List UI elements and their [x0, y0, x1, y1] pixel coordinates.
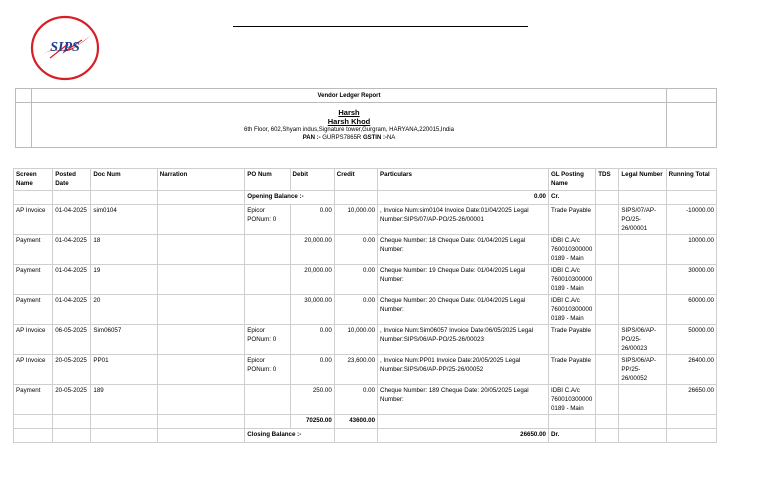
cell-posted-date: 01-04-2025: [53, 265, 91, 295]
cell-doc-num: PP01: [91, 355, 157, 385]
table-row: [14, 235, 717, 265]
col-narration: Narration: [157, 169, 244, 191]
cell-gl-posting-name: IDBI C.A/c 760010300000 0189 - Main: [548, 385, 595, 415]
cell-particulars: Cheque Number: 20 Cheque Date: 01/04/2025 Legal Number:: [378, 295, 549, 325]
cell-po-num: Epicor PONum: 0: [245, 205, 290, 235]
cell-debit: 20,000.00: [290, 235, 334, 265]
cell-posted-date: 01-04-2025: [53, 235, 91, 265]
cell-narration: [157, 385, 244, 415]
report-title: Vendor Ledger Report: [32, 89, 667, 103]
cell-screen-name: Payment: [14, 385, 53, 415]
closing-amount: 26650.00: [378, 429, 549, 443]
cell-running-total: -10000.00: [666, 205, 716, 235]
cell-narration: [157, 355, 244, 385]
cell-doc-num: 19: [91, 265, 157, 295]
cell-credit: 0.00: [334, 385, 377, 415]
cell-debit: 0.00: [290, 355, 334, 385]
col-legal-number: Legal Number: [619, 169, 666, 191]
cell-tds: [596, 205, 619, 235]
cell-doc-num: 189: [91, 385, 157, 415]
col-po-num: PO Num: [245, 169, 290, 191]
vendor-subname: Harsh Khod: [327, 117, 371, 126]
cell-gl-posting-name: Trade Payable: [548, 205, 595, 235]
top-divider: [233, 26, 528, 27]
col-debit: Debit: [290, 169, 334, 191]
cell-debit: 250.00: [290, 385, 334, 415]
cell-gl-posting-name: IDBI C.A/c 760010300000 0189 - Main: [548, 295, 595, 325]
cell-running-total: 26650.00: [666, 385, 716, 415]
pan-value: GURPS7865R: [322, 135, 362, 141]
table-row: [14, 355, 717, 385]
cell-po-num: [245, 385, 290, 415]
cell-screen-name: AP Invoice: [14, 205, 53, 235]
cell-tds: [596, 325, 619, 355]
col-particulars: Particulars: [378, 169, 549, 191]
logo-text: SIPS: [50, 40, 80, 55]
cell-particulars: , Invoice Num:Sim06057 Invoice Date:06/05/2025 Legal Number:SIPS/06/AP-PO/25-26/00023: [378, 325, 549, 355]
cell-credit: 0.00: [334, 265, 377, 295]
vendor-address: 6th Floor, 602,Shyam indus,Signature tower,Gurgram, HARYANA,220015,India: [244, 127, 454, 133]
cell-doc-num: 18: [91, 235, 157, 265]
cell-doc-num: sim0104: [91, 205, 157, 235]
cell-narration: [157, 205, 244, 235]
closing-balance-row: [14, 429, 717, 443]
closing-label: Closing Balance :-: [245, 429, 335, 443]
cell-particulars: , Invoice Num:PP01 Invoice Date:20/05/2025 Legal Number:SIPS/06/AP-PP/25-26/00052: [378, 355, 549, 385]
table-row: [14, 205, 717, 235]
cell-narration: [157, 235, 244, 265]
col-posted-date: Posted Date: [53, 169, 91, 191]
opening-type: Cr.: [548, 191, 595, 205]
cell-doc-num: 20: [91, 295, 157, 325]
cell-tds: [596, 385, 619, 415]
cell-particulars: Cheque Number: 189 Cheque Date: 20/05/2025 Legal Number:: [378, 385, 549, 415]
header-row: [14, 169, 717, 191]
cell-tds: [596, 355, 619, 385]
cell-po-num: [245, 295, 290, 325]
total-debit: 70250.00: [290, 415, 334, 429]
cell-running-total: 50000.00: [666, 325, 716, 355]
cell-legal-number: SIPS/07/AP-PO/25-26/00001: [619, 205, 666, 235]
cell-credit: 10,000.00: [334, 205, 377, 235]
totals-row: [14, 415, 717, 429]
cell-running-total: 10000.00: [666, 235, 716, 265]
table-row: [14, 265, 717, 295]
cell-narration: [157, 325, 244, 355]
col-running-total: Running Total: [666, 169, 716, 191]
cell-screen-name: Payment: [14, 265, 53, 295]
col-screen-name: Screen Name: [14, 169, 53, 191]
cell-narration: [157, 265, 244, 295]
table-row: [14, 295, 717, 325]
cell-gl-posting-name: Trade Payable: [548, 355, 595, 385]
cell-screen-name: AP Invoice: [14, 355, 53, 385]
cell-gl-posting-name: IDBI C.A/c 760010300000 0189 - Main: [548, 265, 595, 295]
cell-legal-number: [619, 235, 666, 265]
cell-legal-number: SIPS/06/AP-PP/25-26/00052: [619, 355, 666, 385]
closing-type: Dr.: [548, 429, 595, 443]
sips-logo-icon: [30, 14, 100, 82]
gstin-label: GSTIN :-: [362, 135, 387, 141]
opening-amount: 0.00: [378, 191, 549, 205]
cell-posted-date: 01-04-2025: [53, 205, 91, 235]
cell-legal-number: SIPS/06/AP-PO/25-26/00023: [619, 325, 666, 355]
cell-running-total: 30000.00: [666, 265, 716, 295]
cell-posted-date: 01-04-2025: [53, 295, 91, 325]
opening-label: Opening Balance :-: [245, 191, 335, 205]
cell-tds: [596, 235, 619, 265]
cell-particulars: Cheque Number: 18 Cheque Date: 01/04/2025 Legal Number:: [378, 235, 549, 265]
cell-debit: 30,000.00: [290, 295, 334, 325]
cell-po-num: Epicor PONum: 0: [245, 325, 290, 355]
total-credit: 43600.00: [334, 415, 377, 429]
cell-tds: [596, 295, 619, 325]
cell-po-num: Epicor PONum: 0: [245, 355, 290, 385]
cell-screen-name: AP Invoice: [14, 325, 53, 355]
cell-debit: 0.00: [290, 325, 334, 355]
col-doc-num: Doc Num: [91, 169, 157, 191]
cell-particulars: , Invoice Num:sim0104 Invoice Date:01/04/2025 Legal Number:SIPS/07/AP-PO/25-26/00001: [378, 205, 549, 235]
pan-label: PAN :-: [302, 135, 321, 141]
cell-gl-posting-name: IDBI C.A/c 760010300000 0189 - Main: [548, 235, 595, 265]
cell-narration: [157, 295, 244, 325]
company-logo: [30, 14, 100, 82]
cell-gl-posting-name: Trade Payable: [548, 325, 595, 355]
cell-legal-number: [619, 385, 666, 415]
cell-credit: 23,600.00: [334, 355, 377, 385]
vendor-name: Harsh: [338, 108, 360, 117]
pan-gstin-line: [32, 134, 666, 142]
cell-running-total: 60000.00: [666, 295, 716, 325]
table-row: [14, 325, 717, 355]
gstin-value: NA: [386, 135, 396, 141]
cell-credit: 10,000.00: [334, 325, 377, 355]
col-credit: Credit: [334, 169, 377, 191]
cell-posted-date: 20-05-2025: [53, 355, 91, 385]
table-row: [14, 385, 717, 415]
cell-doc-num: Sim06057: [91, 325, 157, 355]
ledger-rows: [14, 205, 717, 415]
cell-particulars: Cheque Number: 19 Cheque Date: 01/04/2025 Legal Number:: [378, 265, 549, 295]
cell-debit: 0.00: [290, 205, 334, 235]
cell-posted-date: 06-05-2025: [53, 325, 91, 355]
cell-legal-number: [619, 295, 666, 325]
cell-debit: 20,000.00: [290, 265, 334, 295]
cell-screen-name: Payment: [14, 235, 53, 265]
cell-legal-number: [619, 265, 666, 295]
ledger-table: [13, 168, 717, 443]
col-tds: TDS: [596, 169, 619, 191]
col-gl-posting-name: GL Posting Name: [548, 169, 595, 191]
cell-credit: 0.00: [334, 235, 377, 265]
cell-po-num: [245, 265, 290, 295]
cell-posted-date: 20-05-2025: [53, 385, 91, 415]
opening-balance-row: [14, 191, 717, 205]
cell-running-total: 26400.00: [666, 355, 716, 385]
cell-po-num: [245, 235, 290, 265]
cell-screen-name: Payment: [14, 295, 53, 325]
cell-credit: 0.00: [334, 295, 377, 325]
report-header: [15, 88, 717, 148]
cell-tds: [596, 265, 619, 295]
